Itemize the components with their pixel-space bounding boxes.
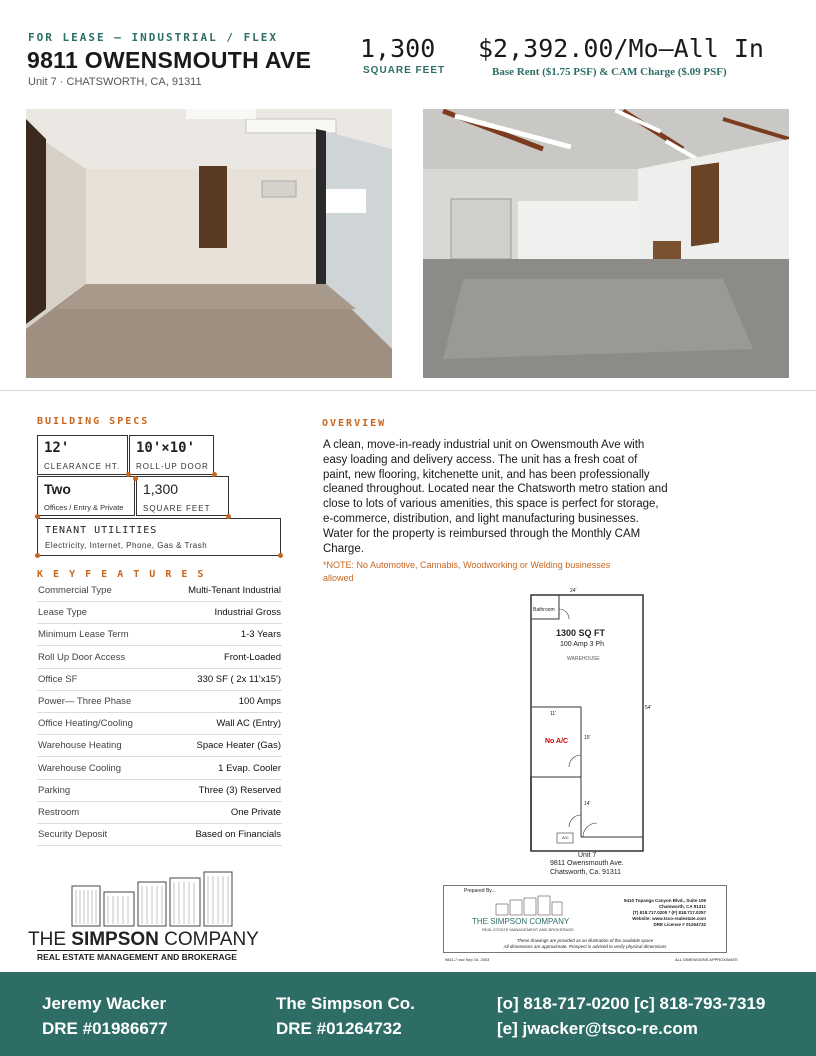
feature-row — [37, 802, 282, 824]
feature-value: 1 Evap. Cooler — [218, 762, 281, 774]
logo-wordmark — [28, 929, 259, 951]
contact-address: 9410 Topanga Canyon Blvd., Suite 105 — [624, 898, 706, 903]
floor-plan-dim-office-h1: 15' — [584, 735, 591, 741]
prepared-by-company: THE SIMPSON COMPANY — [472, 917, 570, 926]
spec-offices — [37, 476, 135, 516]
feature-key: Restroom — [38, 807, 80, 818]
prepared-by-disclaimer — [444, 938, 726, 950]
prepared-by-contact — [624, 898, 706, 928]
spec-utilities-value: Electricity, Internet, Phone, Gas & Trash — [45, 541, 208, 550]
agent-name: Jeremy Wacker — [42, 994, 167, 1013]
floor-plan-warehouse: WAREHOUSE — [567, 656, 600, 662]
disclaimer-line2: All dimensions are approximate. Prospect is advised to verify physical dimensions — [503, 944, 667, 949]
prepared-by-label: Prepared By... — [464, 888, 496, 894]
feature-row — [37, 624, 282, 646]
feature-row — [37, 580, 282, 602]
overview-heading: OVERVIEW — [322, 418, 387, 429]
contact-license: DRE License # 01264732 — [653, 922, 706, 927]
floor-plan-address-line2: Chatsworth, Ca. 91311 — [550, 869, 622, 876]
feature-value: 100 Amps — [238, 696, 281, 707]
feature-value: Wall AC (Entry) — [216, 718, 281, 730]
spec-corner-dot — [133, 476, 138, 481]
floor-plan-unit: Unit 7 — [578, 852, 597, 859]
spec-corner-dot — [278, 553, 283, 558]
logo-word-company: COMPANY — [158, 929, 259, 950]
logo-tagline: REAL ESTATE MANAGEMENT AND BROKERAGE — [37, 952, 237, 962]
floor-plan-ac: A/C — [562, 835, 569, 840]
contact-footer — [0, 972, 816, 1056]
building-specs-heading: BUILDING SPECS — [37, 416, 150, 427]
logo-word-simpson: SIMPSON — [71, 929, 159, 950]
floor-plan-sqft: 1300 SQ FT — [556, 628, 606, 638]
feature-row — [37, 647, 282, 669]
feature-row — [37, 824, 282, 846]
prepared-by-box — [443, 885, 727, 953]
agent-dre: DRE #01986677 — [42, 1019, 168, 1038]
feature-value: 1-3 Years — [240, 629, 281, 641]
feature-value: Multi-Tenant Industrial — [188, 585, 281, 596]
header-square-feet-label: SQUARE FEET — [363, 65, 446, 76]
spec-roll-up-door-value: 10'×10' — [136, 440, 196, 456]
feature-key: Warehouse Heating — [38, 740, 122, 752]
floor-plan-dim-office-h2: 14' — [584, 801, 591, 807]
feature-value: Three (3) Reserved — [198, 784, 281, 796]
feature-row — [37, 780, 282, 802]
floor-plan-file-note: 9811-7.vsd Sep 10, 2003 — [445, 957, 490, 962]
feature-row — [37, 691, 282, 713]
prepared-by-logo-mark — [494, 894, 564, 916]
spec-offices-label: Offices / Entry & Private — [44, 503, 124, 512]
spec-tenant-utilities — [37, 518, 281, 556]
spec-corner-dot — [35, 514, 40, 519]
contact-email[interactable]: [e] jwacker@tsco-re.com — [497, 1019, 698, 1038]
floor-plan-approx-note: ALL DIMENSIONS APPROXIMATE — [675, 957, 738, 962]
header-price-breakdown: Base Rent ($1.75 PSF) & CAM Charge ($.09 PSF) — [492, 66, 727, 78]
spec-roll-up-door-label: ROLL-UP DOOR — [136, 462, 209, 471]
office-photo — [26, 109, 392, 378]
spec-square-feet-value: 1,300 — [143, 481, 179, 497]
feature-value: Front-Loaded — [223, 651, 281, 663]
contact-phone: (T) 818.717.0200 * (F) 818.717.0257 — [632, 910, 706, 915]
contact-phones[interactable]: [o] 818-717-0200 [c] 818-793-7319 — [497, 994, 766, 1013]
spec-square-feet-label: SQUARE FEET — [143, 504, 211, 513]
feature-value: Industrial Gross — [214, 607, 281, 619]
overview-text: A clean, move-in-ready industrial unit on Owensmouth Ave with easy loading and delivery access. The unit has a fresh coat of paint, new flooring, kitchenette unit, and has been professionally cleaned throughout. Located near the Chatsworth metro station and close to lots of various amenities, this space is perfect for storage, e-commerce, distribution, and light manufacturing businesses. Water for the property is reimbursed through the Monthly CAM Charge. — [323, 439, 668, 555]
spec-offices-value: Two — [44, 481, 71, 497]
overview-note: *NOTE: No Automotive, Cannabis, Woodworking or Welding businesses allowed — [323, 560, 611, 583]
key-features-heading: K E Y F E A T U R E S — [37, 569, 206, 580]
header-price: $2,392.00/Mo–All In — [478, 34, 764, 63]
spec-roll-up-door — [129, 435, 214, 475]
feature-value: 330 SF ( 2x 11'x15') — [197, 673, 281, 685]
company-dre: DRE #01264732 — [276, 1019, 402, 1038]
spec-clearance-label: CLEARANCE HT. — [44, 462, 121, 471]
spec-corner-dot — [35, 553, 40, 558]
company-logo — [28, 870, 288, 965]
floor-plan — [500, 585, 670, 885]
feature-row — [37, 669, 282, 691]
spec-corner-dot — [212, 472, 217, 477]
warehouse-photo — [423, 109, 789, 378]
contact-website: Website: www.tsco-realestate.com — [632, 916, 706, 921]
feature-key: Office Heating/Cooling — [38, 718, 133, 730]
feature-value: One Private — [230, 807, 281, 818]
feature-key: Lease Type — [38, 607, 87, 619]
feature-row — [37, 758, 282, 780]
feature-key: Roll Up Door Access — [38, 651, 126, 663]
feature-key: Office SF — [38, 673, 78, 685]
floor-plan-address-line1: 9811 Owensmouth Ave. — [550, 860, 624, 867]
property-subtitle: Unit 7 · CHATSWORTH, CA, 91311 — [28, 76, 202, 88]
feature-value: Based on Financials — [195, 829, 281, 841]
disclaimer-line1: These drawings are provided as an illustration of the available space — [516, 938, 654, 943]
feature-key: Parking — [38, 784, 71, 796]
feature-row — [37, 735, 282, 757]
floor-plan-bathroom: Bathroom — [533, 607, 555, 613]
feature-key: Commercial Type — [38, 585, 112, 596]
spec-corner-dot — [126, 472, 131, 477]
listing-tag: FOR LEASE – INDUSTRIAL / FLEX — [28, 31, 279, 44]
logo-buildings-mark — [68, 870, 248, 930]
spec-clearance — [37, 435, 128, 475]
property-title: 9811 OWENSMOUTH AVE — [27, 47, 312, 73]
header-square-feet-value: 1,300 — [360, 34, 436, 63]
feature-key: Warehouse Cooling — [38, 762, 122, 774]
floor-plan-dim-side: 54' — [645, 705, 652, 711]
spec-clearance-value: 12' — [44, 440, 70, 456]
feature-key: Minimum Lease Term — [38, 629, 129, 641]
feature-row — [37, 602, 282, 624]
floor-plan-dim-office-width: 11' — [550, 711, 557, 717]
floor-plan-power: 100 Amp 3 Ph — [560, 641, 604, 648]
feature-key: Power— Three Phase — [38, 696, 132, 707]
section-divider — [0, 390, 816, 391]
feature-key: Security Deposit — [38, 829, 108, 841]
feature-value: Space Heater (Gas) — [196, 740, 281, 752]
contact-city: Chatsworth, CA 91311 — [658, 904, 706, 909]
floor-plan-dim-top: 24' — [570, 588, 577, 594]
spec-corner-dot — [226, 514, 231, 519]
feature-row — [37, 713, 282, 735]
spec-square-feet — [136, 476, 229, 516]
company-name: The Simpson Co. — [276, 994, 415, 1013]
logo-word-the: THE — [28, 929, 72, 950]
floor-plan-no-ac: No A/C — [545, 738, 569, 745]
prepared-by-company-sub: REAL ESTATE MANAGEMENT AND BROKERAGE — [482, 927, 574, 932]
spec-utilities-label: TENANT UTILITIES — [45, 525, 158, 536]
